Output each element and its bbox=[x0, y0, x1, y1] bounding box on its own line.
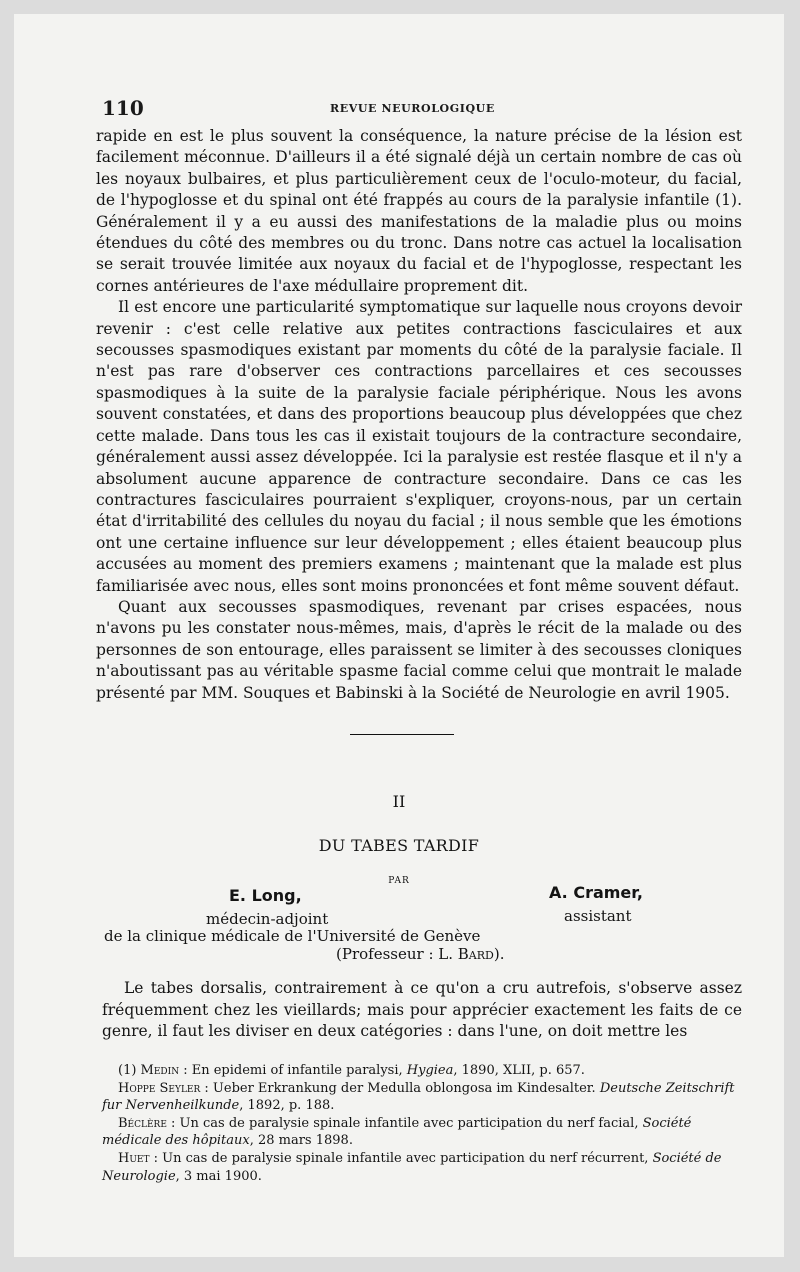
footnote-text: : En epidemi of infantile paralysi, bbox=[179, 1063, 407, 1078]
footnote-4 bbox=[102, 1150, 742, 1185]
author-cramer: A. Cramer, bbox=[549, 883, 643, 902]
professor-suffix: ). bbox=[493, 945, 505, 963]
paragraph-2: Il est encore une particularité symptomatique sur laquelle nous croyons devoir revenir : c'est celle relative aux petites contractions fasciculaires et aux secousses spasmodiques existant par moments du côté de la paralysie faciale. Il n'est pas rare d'observer ces contractions parcellaires et ces secousses spasmodiques à la suite de la paralysie faciale périphérique. Nous les avons souvent constatées, et dans des proportions beaucoup plus développées que chez cette malade. Dans tous les cas il existait toujours de la contracture secondaire, généralement aussi assez développée. Ici la paralysie est restée flasque et il n'y a absolument aucune apparence de contracture secondaire. Dans ce cas les contractures fasciculaires pourraient s'expliquer, croyons-nous, par un certain état d'irritabilité des cellules du noyau du facial ; il nous semble que les émotions ont une certaine influence sur leur développement ; elles étaient beaucoup plus accusées au moment des premiers examens ; maintenant que la malade est plus familiarisée avec nous, elles sont moins prononcées et font même souvent défaut. bbox=[96, 298, 742, 595]
footnote-1 bbox=[102, 1062, 742, 1080]
footnote-ref: , 3 mai 1900. bbox=[175, 1168, 262, 1184]
author-long-role: médecin-adjoint bbox=[206, 910, 329, 928]
footnote-2 bbox=[102, 1080, 742, 1115]
intro-paragraph: Le tabes dorsalis, contrairement à ce qu'on a cru autrefois, s'observe assez fréquemment chez les vieillards; mais pour apprécier exactement les faits de ce genre, il faut les diviser en deux catégories : dans l'une, on doit mettre les bbox=[102, 979, 742, 1040]
footnote-ref: , 1890, XLII, p. 657. bbox=[453, 1063, 585, 1078]
author-cramer-role: assistant bbox=[564, 907, 632, 925]
footnote-marker: (1) bbox=[118, 1063, 141, 1078]
footnote-text: : Un cas de paralysie spinale infantile avec participation du nerf récurrent, bbox=[149, 1150, 653, 1166]
main-text bbox=[96, 126, 742, 704]
page-number: 110 bbox=[102, 96, 144, 120]
footnote-author: Béclère bbox=[118, 1115, 167, 1131]
professor-name: Bard bbox=[457, 945, 494, 963]
footnote-3 bbox=[102, 1115, 742, 1150]
professor-prefix: (Professeur : L. bbox=[336, 945, 458, 963]
footnote-journal: Société médicale des hôpitaux bbox=[102, 1115, 692, 1149]
footnote-text: : Un cas de paralysie spinale infantile avec participation du nerf facial, bbox=[166, 1115, 643, 1131]
section-divider bbox=[350, 734, 454, 735]
book-page bbox=[14, 14, 784, 1257]
author-long: E. Long, bbox=[229, 886, 302, 905]
affiliation: de la clinique médicale de l'Université de Genève bbox=[104, 927, 481, 945]
footnote-author: Medin bbox=[140, 1063, 180, 1078]
professor-line bbox=[336, 945, 504, 963]
footnote-author: Hoppe Seyler bbox=[118, 1080, 201, 1096]
article-intro bbox=[102, 978, 742, 1043]
footnote-ref: , 1892, p. 188. bbox=[239, 1098, 335, 1114]
footnote-journal: Deutsche Zeitschrift fur Nervenheilkunde bbox=[102, 1080, 735, 1114]
running-title: REVUE NEUROLOGIQUE bbox=[330, 102, 495, 115]
footnotes bbox=[102, 1062, 742, 1185]
footnote-text: : Ueber Erkrankung der Medulla oblongosa im Kindesalter. bbox=[200, 1080, 600, 1096]
footnote-journal: Hygiea bbox=[406, 1063, 454, 1078]
by-label: PAR bbox=[388, 876, 410, 886]
paragraph-3: Quant aux secousses spasmodiques, revenant par crises espacées, nous n'avons pu les constater nous-mêmes, mais, d'après le récit de la malade ou des personnes de son entourage, elles paraissent se limiter à des secousses cloniques n'aboutissant pas au véritable spasme facial comme celui que montrait le malade présenté par MM. Souques et Babinski à la Société de Neurologie en avril 1905. bbox=[96, 597, 742, 702]
section-number: II bbox=[392, 792, 406, 811]
paragraph-1: rapide en est le plus souvent la conséquence, la nature précise de la lésion est facilement méconnue. D'ailleurs il a été signalé déjà un certain nombre de cas où les noyaux bulbaires, et plus particulièrement ceux de l'oculo-moteur, du facial, de l'hypoglosse et du spinal ont été frappés au cours de la paralysie infantile (1). Généralement il y a eu aussi des manifestations de la maladie plus ou moins étendues du côté des membres ou du tronc. Dans notre cas actuel la localisation se serait trouvée limitée aux noyaux du facial et de l'hypoglosse, respectant les cornes antérieures de l'axe médullaire proprement dit. bbox=[96, 127, 742, 295]
footnote-ref: , 28 mars 1898. bbox=[249, 1133, 353, 1149]
page-header bbox=[102, 96, 740, 122]
footnote-journal: Société de Neurologie bbox=[102, 1150, 722, 1184]
article-title: DU TABES TARDIF bbox=[318, 836, 480, 855]
footnote-author: Huet bbox=[118, 1150, 150, 1166]
